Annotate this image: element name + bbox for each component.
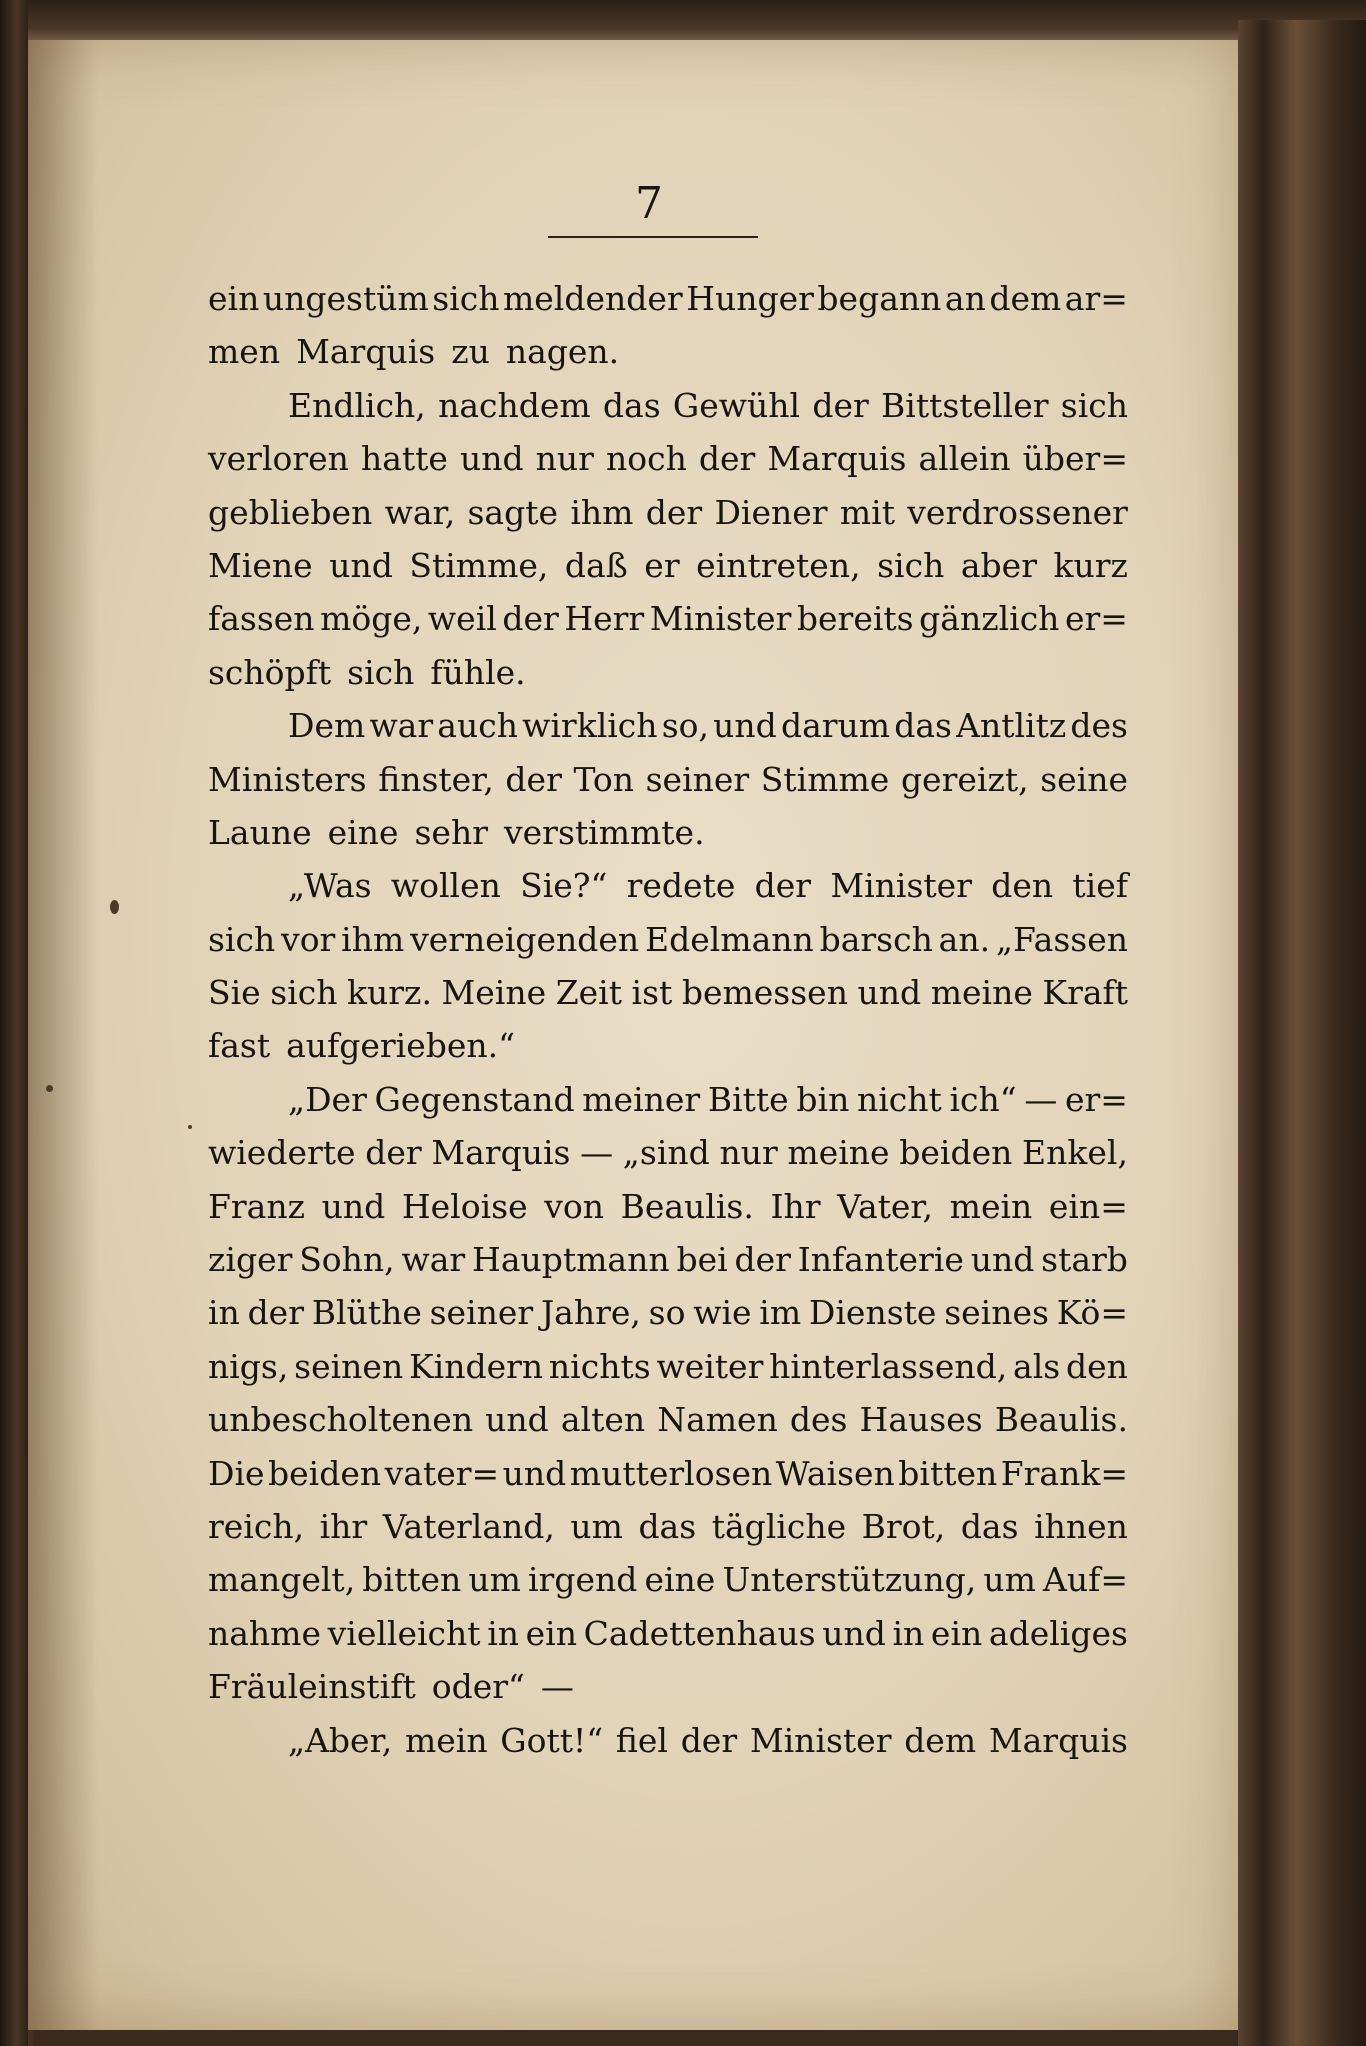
text-line: unbescholtenen und alten Namen des Hauses Beaulis. (208, 1400, 1128, 1440)
ink-speck (46, 1085, 53, 1092)
text-line: fassen möge, weil der Herr Minister bereits gänzlich er= (208, 599, 1128, 639)
text-line: Die beiden vater= und mutterlosen Waisen bitten Frank= (208, 1453, 1128, 1493)
text-line: mangelt, bitten um irgend eine Unterstützung, um Auf= (208, 1560, 1128, 1600)
text-line: Endlich, nachdem das Gewühl der Bittsteller sich (288, 385, 1128, 425)
text-line: „Aber, mein Gott!“ fiel der Minister dem Marquis (288, 1720, 1128, 1760)
text-line: men Marquis zu nagen. (208, 332, 620, 372)
text-line: Miene und Stimme, daß er eintreten, sich aber kurz (208, 545, 1128, 585)
paper-page (28, 40, 1238, 2030)
text-line: sich vor ihm verneigenden Edelmann barsch an. „Fassen (208, 919, 1128, 959)
text-line: Fräuleinstift oder“ — (208, 1667, 574, 1707)
text-line: Dem war auch wirklich so, und darum das Antlitz des (288, 706, 1128, 746)
book-cover-right-edge (1238, 20, 1366, 2046)
book-binding-left (0, 0, 28, 2046)
text-line: Franz und Heloise von Beaulis. Ihr Vater, mein ein= (208, 1186, 1128, 1226)
text-line: reich, ihr Vaterland, um das tägliche Brot, das ihnen (208, 1506, 1128, 1546)
text-line: „Der Gegenstand meiner Bitte bin nicht ich“ — er= (288, 1079, 1128, 1119)
text-line: nahme vielleicht in ein Cadettenhaus und in ein adeliges (208, 1613, 1128, 1653)
text-line: Sie sich kurz. Meine Zeit ist bemessen und meine Kraft (208, 973, 1128, 1013)
text-line: fast aufgerieben.“ (208, 1026, 516, 1066)
header-rule (548, 236, 758, 238)
text-line: verloren hatte und nur noch der Marquis allein über= (208, 439, 1128, 479)
text-line: Laune eine sehr verstimmte. (208, 812, 705, 852)
book-cover-top-edge (28, 0, 1366, 40)
text-line: ein ungestüm sich meldender Hunger begann an dem ar= (208, 279, 1128, 318)
text-line: ziger Sohn, war Hauptmann bei der Infanterie und starb (208, 1240, 1128, 1280)
ink-speck (110, 900, 119, 914)
text-line: in der Blüthe seiner Jahre, so wie im Dienste seines Kö= (208, 1293, 1128, 1333)
text-line: wiederte der Marquis — „sind nur meine beiden Enkel, (208, 1133, 1128, 1173)
text-line: nigs, seinen Kindern nichts weiter hinterlassend, als den (208, 1346, 1128, 1386)
text-line: schöpft sich fühle. (208, 652, 526, 692)
page-number: 7 (635, 178, 663, 229)
text-line: „Was wollen Sie?“ redete der Minister den tief (288, 866, 1128, 906)
page-gutter-shadow (28, 40, 98, 2030)
text-line: Ministers finster, der Ton seiner Stimme gereizt, seine (208, 759, 1128, 799)
body-text (208, 272, 1128, 1767)
text-line: geblieben war, sagte ihm der Diener mit verdrossener (208, 492, 1128, 532)
ink-speck (188, 1125, 192, 1129)
